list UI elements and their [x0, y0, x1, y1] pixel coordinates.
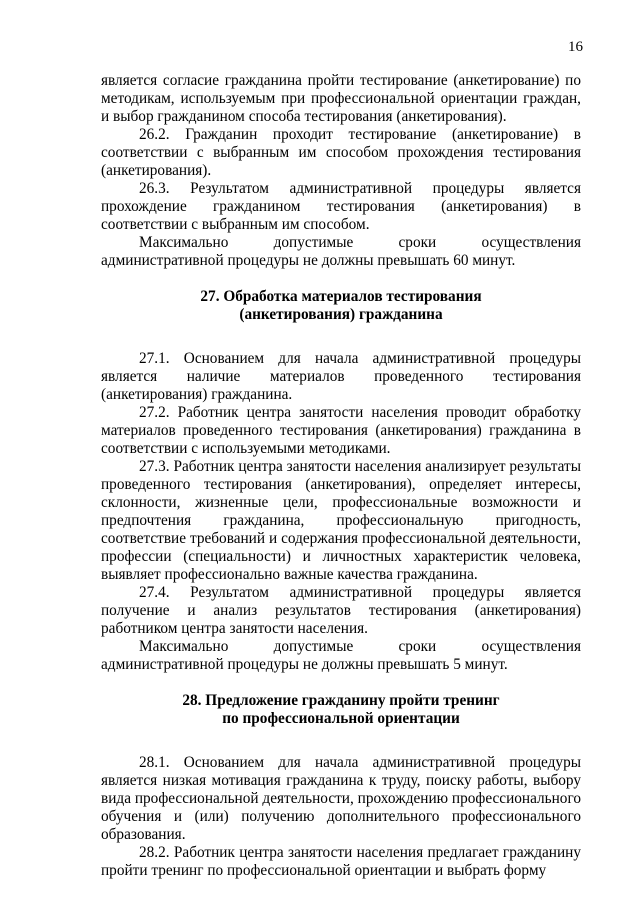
heading-line: 27. Обработка материалов тестирования — [200, 288, 482, 305]
page-number: 16 — [568, 39, 583, 55]
heading-line: (анкетирования) гражданина — [239, 306, 443, 323]
section-heading-28 — [101, 692, 581, 728]
paragraph: Максимально допустимые сроки осуществления административной процедуры не должны превышать 60 минут. — [101, 234, 581, 269]
paragraph: 27.2. Работник центра занятости населения проводит обработку материалов проведенного тестирования (анкетирования) гражданина в соответствии с используемыми методиками. — [101, 404, 581, 457]
paragraph: является согласие гражданина пройти тестирование (анкетирование) по методикам, используемым при профессиональной ориентации граждан, и выбор гражданином способа тестирования (анкетирования). — [101, 72, 581, 125]
paragraph: 27.1. Основанием для начала административной процедуры является наличие материалов проведенного тестирования (анкетирования) гражданина. — [101, 350, 581, 403]
paragraph: 27.3. Работник центра занятости населения анализирует результаты проведенного тестирования (анкетирования), определяет интересы, склонности, жизненные цели, профессиональные возможности и предпочтения гражданина, профессиональную пригодность, соответствие требований и содержания профессиональной деятельности, профессии (специальности) и личностных характеристик человека, выявляет профессионально важные качества гражданина. — [101, 458, 581, 583]
spacer — [101, 270, 581, 288]
paragraph: Максимально допустимые сроки осуществления административной процедуры не должны превышать 5 минут. — [101, 638, 581, 673]
section-heading-27 — [101, 288, 581, 324]
spacer — [101, 674, 581, 692]
paragraph: 26.3. Результатом административной процедуры является прохождение гражданином тестирования (анкетирования) в соответствии с выбранным им способом. — [101, 180, 581, 233]
paragraph: 28.2. Работник центра занятости населения предлагает гражданину пройти тренинг по профессиональной ориентации и выбрать форму — [101, 844, 581, 879]
spacer — [101, 324, 581, 350]
paragraph: 26.2. Гражданин проходит тестирование (анкетирование) в соответствии с выбранным им способом прохождения тестирования (анкетирования). — [101, 126, 581, 179]
heading-line: по профессиональной ориентации — [222, 710, 460, 727]
spacer — [101, 728, 581, 754]
paragraph: 28.1. Основанием для начала административной процедуры является низкая мотивация гражданина к труду, поиску работы, выбору вида профессиональной деятельности, прохождению профессионального обучения и (или) получению дополнительного профессионального образования. — [101, 754, 581, 843]
heading-line: 28. Предложение гражданину пройти тренинг — [182, 692, 500, 709]
paragraph: 27.4. Результатом административной процедуры является получение и анализ результатов тестирования (анкетирования) работником центра занятости населения. — [101, 584, 581, 637]
document-body — [101, 72, 581, 880]
